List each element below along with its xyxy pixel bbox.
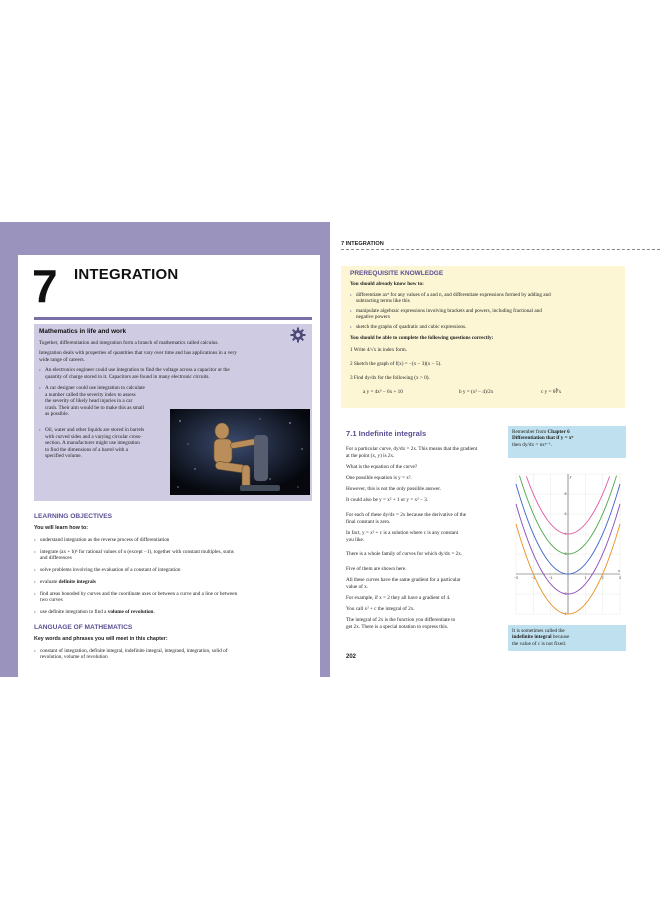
- body-text: In fact, y = x² + c is a solution where c is any constant: [346, 530, 459, 536]
- objective-item: › evaluate definite integrals: [34, 579, 310, 585]
- question-3b: b y = (x² − 4)/2x: [459, 389, 494, 395]
- note-box: It is sometimes called the indefinite integral because the value of c is not fixed.: [508, 625, 626, 651]
- question-3a: a y = 4x³ − 6x + 10: [363, 389, 403, 395]
- prerequisite-title: PREREQUISITE KNOWLEDGE: [350, 270, 444, 277]
- question-2: 2 Sketch the graph of f(x) = −(x − 3)(x − 5).: [350, 361, 442, 367]
- y-axis-label: y: [569, 474, 572, 479]
- x-tick-label: 1: [584, 576, 587, 580]
- body-text: For example, if x = 2 they all have a gradient of 4.: [346, 595, 451, 601]
- left-page: [18, 255, 320, 677]
- y-tick-label: −2: [562, 592, 567, 597]
- life-work-bullet3: › Oil, water and other liquids are stored in barrels with curved sides and a varying circular cross- section. A manufacturer might use integration to find the dimensions of a barrel with a specified volume.: [39, 427, 145, 459]
- language-heading: LANGUAGE OF MATHEMATICS: [34, 624, 133, 631]
- body-text: you like.: [346, 537, 365, 543]
- x-tick-label: −3: [513, 576, 519, 580]
- x-tick-label: −2: [531, 576, 536, 580]
- body-text: What is the equation of the curve?: [346, 464, 418, 470]
- prerequisite-bullet: › manipulate algebraic expressions involving brackets and powers, including fractional and negative powers: [350, 308, 542, 321]
- objective-item: › understand integration as the reverse process of differentiation: [34, 537, 310, 543]
- question-1: 1 Write 4/√x in index form.: [350, 347, 408, 353]
- life-work-box: [34, 324, 312, 501]
- y-tick-label: 8: [564, 492, 567, 497]
- body-text: For each of these dy/dx = 2x because the derivative of the: [346, 512, 467, 518]
- x-tick-label: 2: [601, 576, 604, 580]
- life-work-heading: Mathematics in life and work: [39, 328, 127, 335]
- page-number: 202: [346, 654, 357, 660]
- objectives-subheading: You will learn how to:: [34, 525, 89, 531]
- crash-test-dummy-photo: [170, 409, 310, 495]
- left-page-frame: [0, 222, 330, 677]
- body-text: at the point (x, y) is 2x.: [346, 453, 395, 459]
- life-work-bullet1-line1: › An electronics engineer could use integration to find the voltage across a capacitor or the: [39, 367, 230, 373]
- body-text: The integral of 2x is the function you differentiate to: [346, 617, 456, 623]
- y-tick-label: 6: [564, 512, 567, 517]
- prerequisite-box: [341, 266, 625, 408]
- prerequisite-bullet: › sketch the graphs of quadratic and cubic expressions.: [350, 324, 467, 330]
- parabola-family-graph: [508, 468, 626, 620]
- question-3: 3 Find dy/dx for the following (x > 0).: [350, 375, 430, 381]
- y-tick-label: 2: [564, 552, 567, 557]
- objectives-heading: LEARNING OBJECTIVES: [34, 513, 113, 520]
- body-text: For a particular curve, dy/dx = 2x. This means that the gradient: [346, 446, 478, 452]
- running-head: 7 INTEGRATION: [341, 241, 384, 247]
- body-text: However, this is not the only possible answer.: [346, 486, 442, 492]
- objective-item: › use definite integration to find a volume of revolution.: [34, 609, 310, 615]
- reminder-box: Remember from Chapter 6 Differentiation that if y = xⁿ then dy/dx = nxⁿ⁻¹.: [508, 426, 626, 458]
- chapter-number: 7: [32, 260, 58, 312]
- body-text: You call x² + c the integral of 2x.: [346, 606, 415, 612]
- body-text: It could also be y = x² + 1 or y = x² − 3.: [346, 497, 429, 503]
- language-subheading: Key words and phrases you will meet in this chapter:: [34, 636, 168, 642]
- body-text: There is a whole family of curves for which dy/dx = 2x.: [346, 551, 463, 557]
- body-text: final constant is zero.: [346, 519, 391, 525]
- body-text: One possible equation is y = x².: [346, 475, 412, 481]
- x-tick-label: −1: [548, 576, 553, 580]
- x-tick-label: 3: [619, 576, 621, 580]
- life-work-para2-line2: wide range of careers.: [39, 356, 85, 363]
- chapter-title: INTEGRATION: [74, 266, 179, 283]
- y-tick-label: −4: [562, 612, 567, 617]
- objective-item: › solve problems involving the evaluation of a constant of integration: [34, 567, 310, 573]
- running-head-rule: [341, 249, 660, 250]
- objective-item: › find areas bounded by curves and the coordinate axes or between a curve and a line or between two curves: [34, 591, 310, 604]
- graph-background: [508, 468, 626, 620]
- life-work-para2-line1: Integration deals with properties of quantities that vary over time and has applications in a very: [39, 350, 237, 356]
- prerequisite-complete: You should be able to complete the following questions correctly:: [350, 335, 494, 341]
- prerequisite-bullet: › differentiate axⁿ for any values of a and n, and differentiate expressions formed by adding and subtracting terms like this: [350, 292, 551, 305]
- life-work-bullet2: › A car designer could use integration to calculate a number called the severity index to assess the severity of likely head injuries in a car crash. Their aim would be to make this as small as possible.: [39, 385, 145, 417]
- question-3c: c y = 6∛x: [541, 389, 562, 395]
- life-work-bullet1-line2: quantity of charge stored in it. Capacitors are found in many electronic circuits.: [45, 373, 210, 380]
- book-spread: [0, 222, 660, 677]
- section-title: 7.1 Indefinite integrals: [346, 429, 427, 438]
- body-text: All these curves have the same gradient for a particular: [346, 577, 461, 583]
- divider: [34, 317, 312, 320]
- body-text: get 2x. There is a special notation to express this.: [346, 624, 449, 630]
- body-text: Five of them are shown here.: [346, 566, 407, 572]
- key-words: › constant of integration, definite integral, indefinite integral, integrand, integration, solid of revolution, volume of revolution: [34, 648, 310, 661]
- prerequisite-intro: You should already know how to:: [350, 281, 424, 287]
- body-text: value of x.: [346, 584, 369, 590]
- x-axis-label: x: [618, 568, 620, 573]
- objective-item: › integrate (ax + b)ⁿ for rational values of n (except −1), together with constant multiples, sums and differences: [34, 549, 310, 562]
- life-work-para1: Together, differentiation and integration form a branch of mathematics called calculus.: [39, 340, 219, 346]
- y-tick-label: 4: [564, 532, 567, 537]
